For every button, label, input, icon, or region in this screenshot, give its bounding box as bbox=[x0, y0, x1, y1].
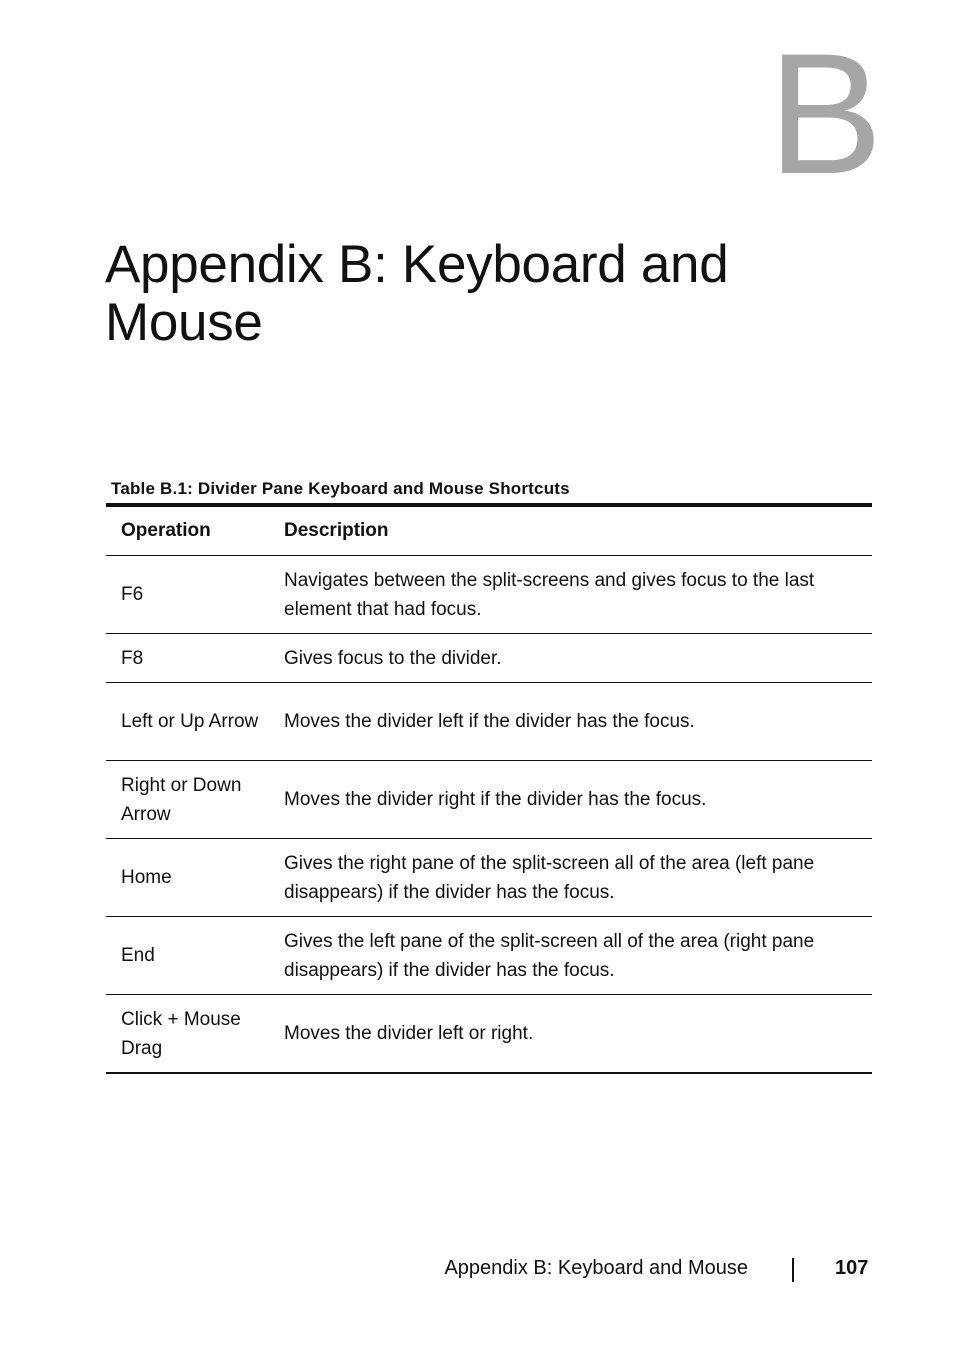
header-description: Description bbox=[269, 505, 872, 556]
table-row bbox=[106, 917, 872, 995]
header-operation: Operation bbox=[106, 505, 269, 556]
table-header-row bbox=[106, 505, 872, 556]
table-row bbox=[106, 995, 872, 1074]
appendix-letter: B bbox=[768, 18, 883, 210]
table-row bbox=[106, 634, 872, 683]
table-row bbox=[106, 556, 872, 634]
description-cell: Gives the left pane of the split-screen all of the area (right pane disappears) if the divider has the focus. bbox=[269, 917, 872, 995]
footer-separator bbox=[792, 1258, 794, 1282]
operation-cell: Left or Up Arrow bbox=[106, 683, 269, 761]
chapter-title: Appendix B: Keyboard and Mouse bbox=[105, 235, 729, 352]
description-cell: Gives the right pane of the split-screen all of the area (left pane disappears) if the divider has the focus. bbox=[269, 839, 872, 917]
operation-cell: F8 bbox=[106, 634, 269, 683]
table-caption: Table B.1: Divider Pane Keyboard and Mouse Shortcuts bbox=[111, 479, 570, 498]
table-row bbox=[106, 839, 872, 917]
description-cell: Moves the divider left or right. bbox=[269, 995, 872, 1074]
description-cell: Gives focus to the divider. bbox=[269, 634, 872, 683]
shortcuts-table bbox=[106, 503, 872, 1074]
page-footer bbox=[0, 1257, 954, 1285]
footer-section-title: Appendix B: Keyboard and Mouse bbox=[444, 1257, 748, 1279]
operation-cell: Right or Down Arrow bbox=[106, 761, 269, 839]
description-cell: Moves the divider right if the divider has the focus. bbox=[269, 761, 872, 839]
table-row bbox=[106, 683, 872, 761]
operation-cell: Home bbox=[106, 839, 269, 917]
page-number: 107 bbox=[835, 1257, 869, 1279]
operation-cell: Click + Mouse Drag bbox=[106, 995, 269, 1074]
table-row bbox=[106, 761, 872, 839]
description-cell: Navigates between the split-screens and gives focus to the last element that had focus. bbox=[269, 556, 872, 634]
operation-cell: F6 bbox=[106, 556, 269, 634]
description-cell: Moves the divider left if the divider has the focus. bbox=[269, 683, 872, 761]
operation-cell: End bbox=[106, 917, 269, 995]
